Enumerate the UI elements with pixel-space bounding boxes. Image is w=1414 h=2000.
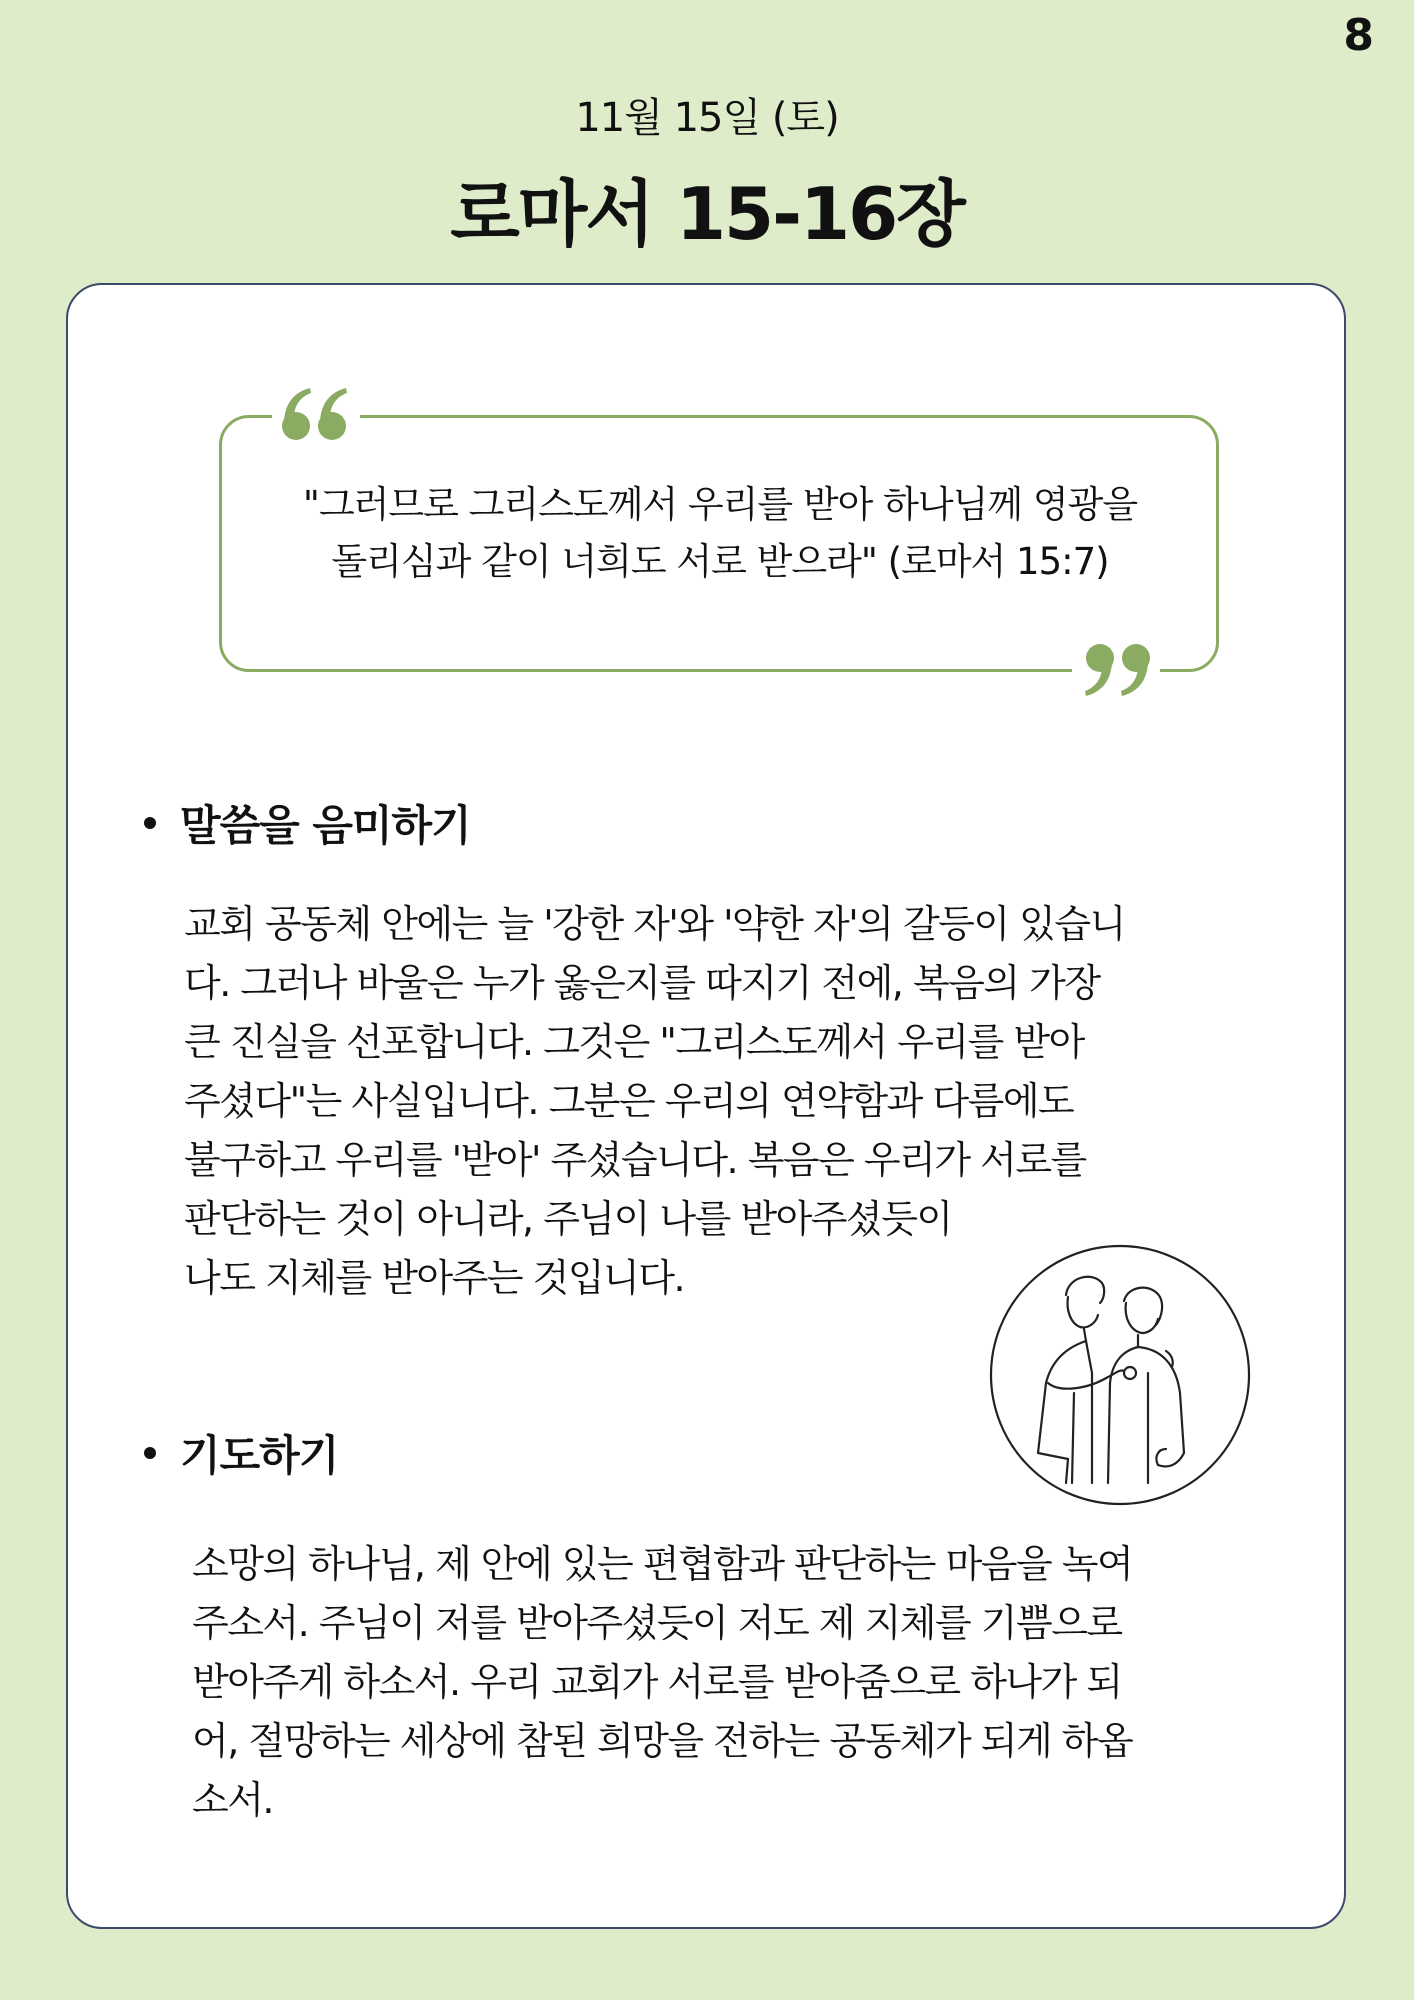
prayer-line: 소서. [192,1778,273,1822]
meditation-line: 불구하고 우리를 '받아' 주셨습니다. 복음은 우리가 서로를 [184,1138,1086,1182]
page-number: 8 [1343,10,1374,61]
prayer-line: 어, 절망하는 세상에 참된 희망을 전하는 공동체가 되게 하옵 [192,1719,1133,1763]
prayer-line: 주소서. 주님이 저를 받아주셨듯이 저도 제 지체를 기쁨으로 [192,1601,1122,1645]
scripture-quote-box [219,415,1219,672]
page-title: 로마서 15-16장 [450,172,964,256]
meditation-heading [144,793,471,853]
reading-date: 11월 15일 (토) [575,95,839,141]
meditation-line: 큰 진실을 선포합니다. 그것은 "그리스도께서 우리를 받아 [184,1020,1084,1064]
close-quote-icon [1072,628,1160,708]
quote-line: "그러므로 그리스도께서 우리를 받아 하나님께 영광을 [302,483,1138,526]
prayer-heading-label: 기도하기 [180,1431,339,1480]
meditation-line: 교회 공동체 안에는 늘 '강한 자'와 '약한 자'의 갈등이 있습니 [184,902,1125,946]
scripture-quote [240,476,1200,590]
meditation-heading-label: 말씀을 음미하기 [180,801,471,850]
prayer-text [192,1535,1132,1830]
content-card [66,283,1346,1929]
quote-line: 돌리심과 같이 너희도 서로 받으라" (로마서 15:7) [331,540,1109,583]
meditation-text [184,895,1125,1308]
prayer-line: 소망의 하나님, 제 안에 있는 편협함과 판단하는 마음을 녹여 [192,1542,1133,1586]
two-men-friendship-illustration [988,1243,1252,1507]
prayer-heading [144,1423,338,1483]
meditation-line: 판단하는 것이 아니라, 주님이 나를 받아주셨듯이 [184,1197,952,1241]
bullet-icon [144,817,156,829]
bullet-icon [144,1447,156,1459]
meditation-line: 나도 지체를 받아주는 것입니다. [184,1256,685,1300]
prayer-line: 받아주게 하소서. 우리 교회가 서로를 받아줌으로 하나가 되 [192,1660,1122,1704]
open-quote-icon [272,376,360,456]
meditation-line: 주셨다"는 사실입니다. 그분은 우리의 연약함과 다름에도 [184,1079,1074,1123]
meditation-line: 다. 그러나 바울은 누가 옳은지를 따지기 전에, 복음의 가장 [184,961,1100,1005]
